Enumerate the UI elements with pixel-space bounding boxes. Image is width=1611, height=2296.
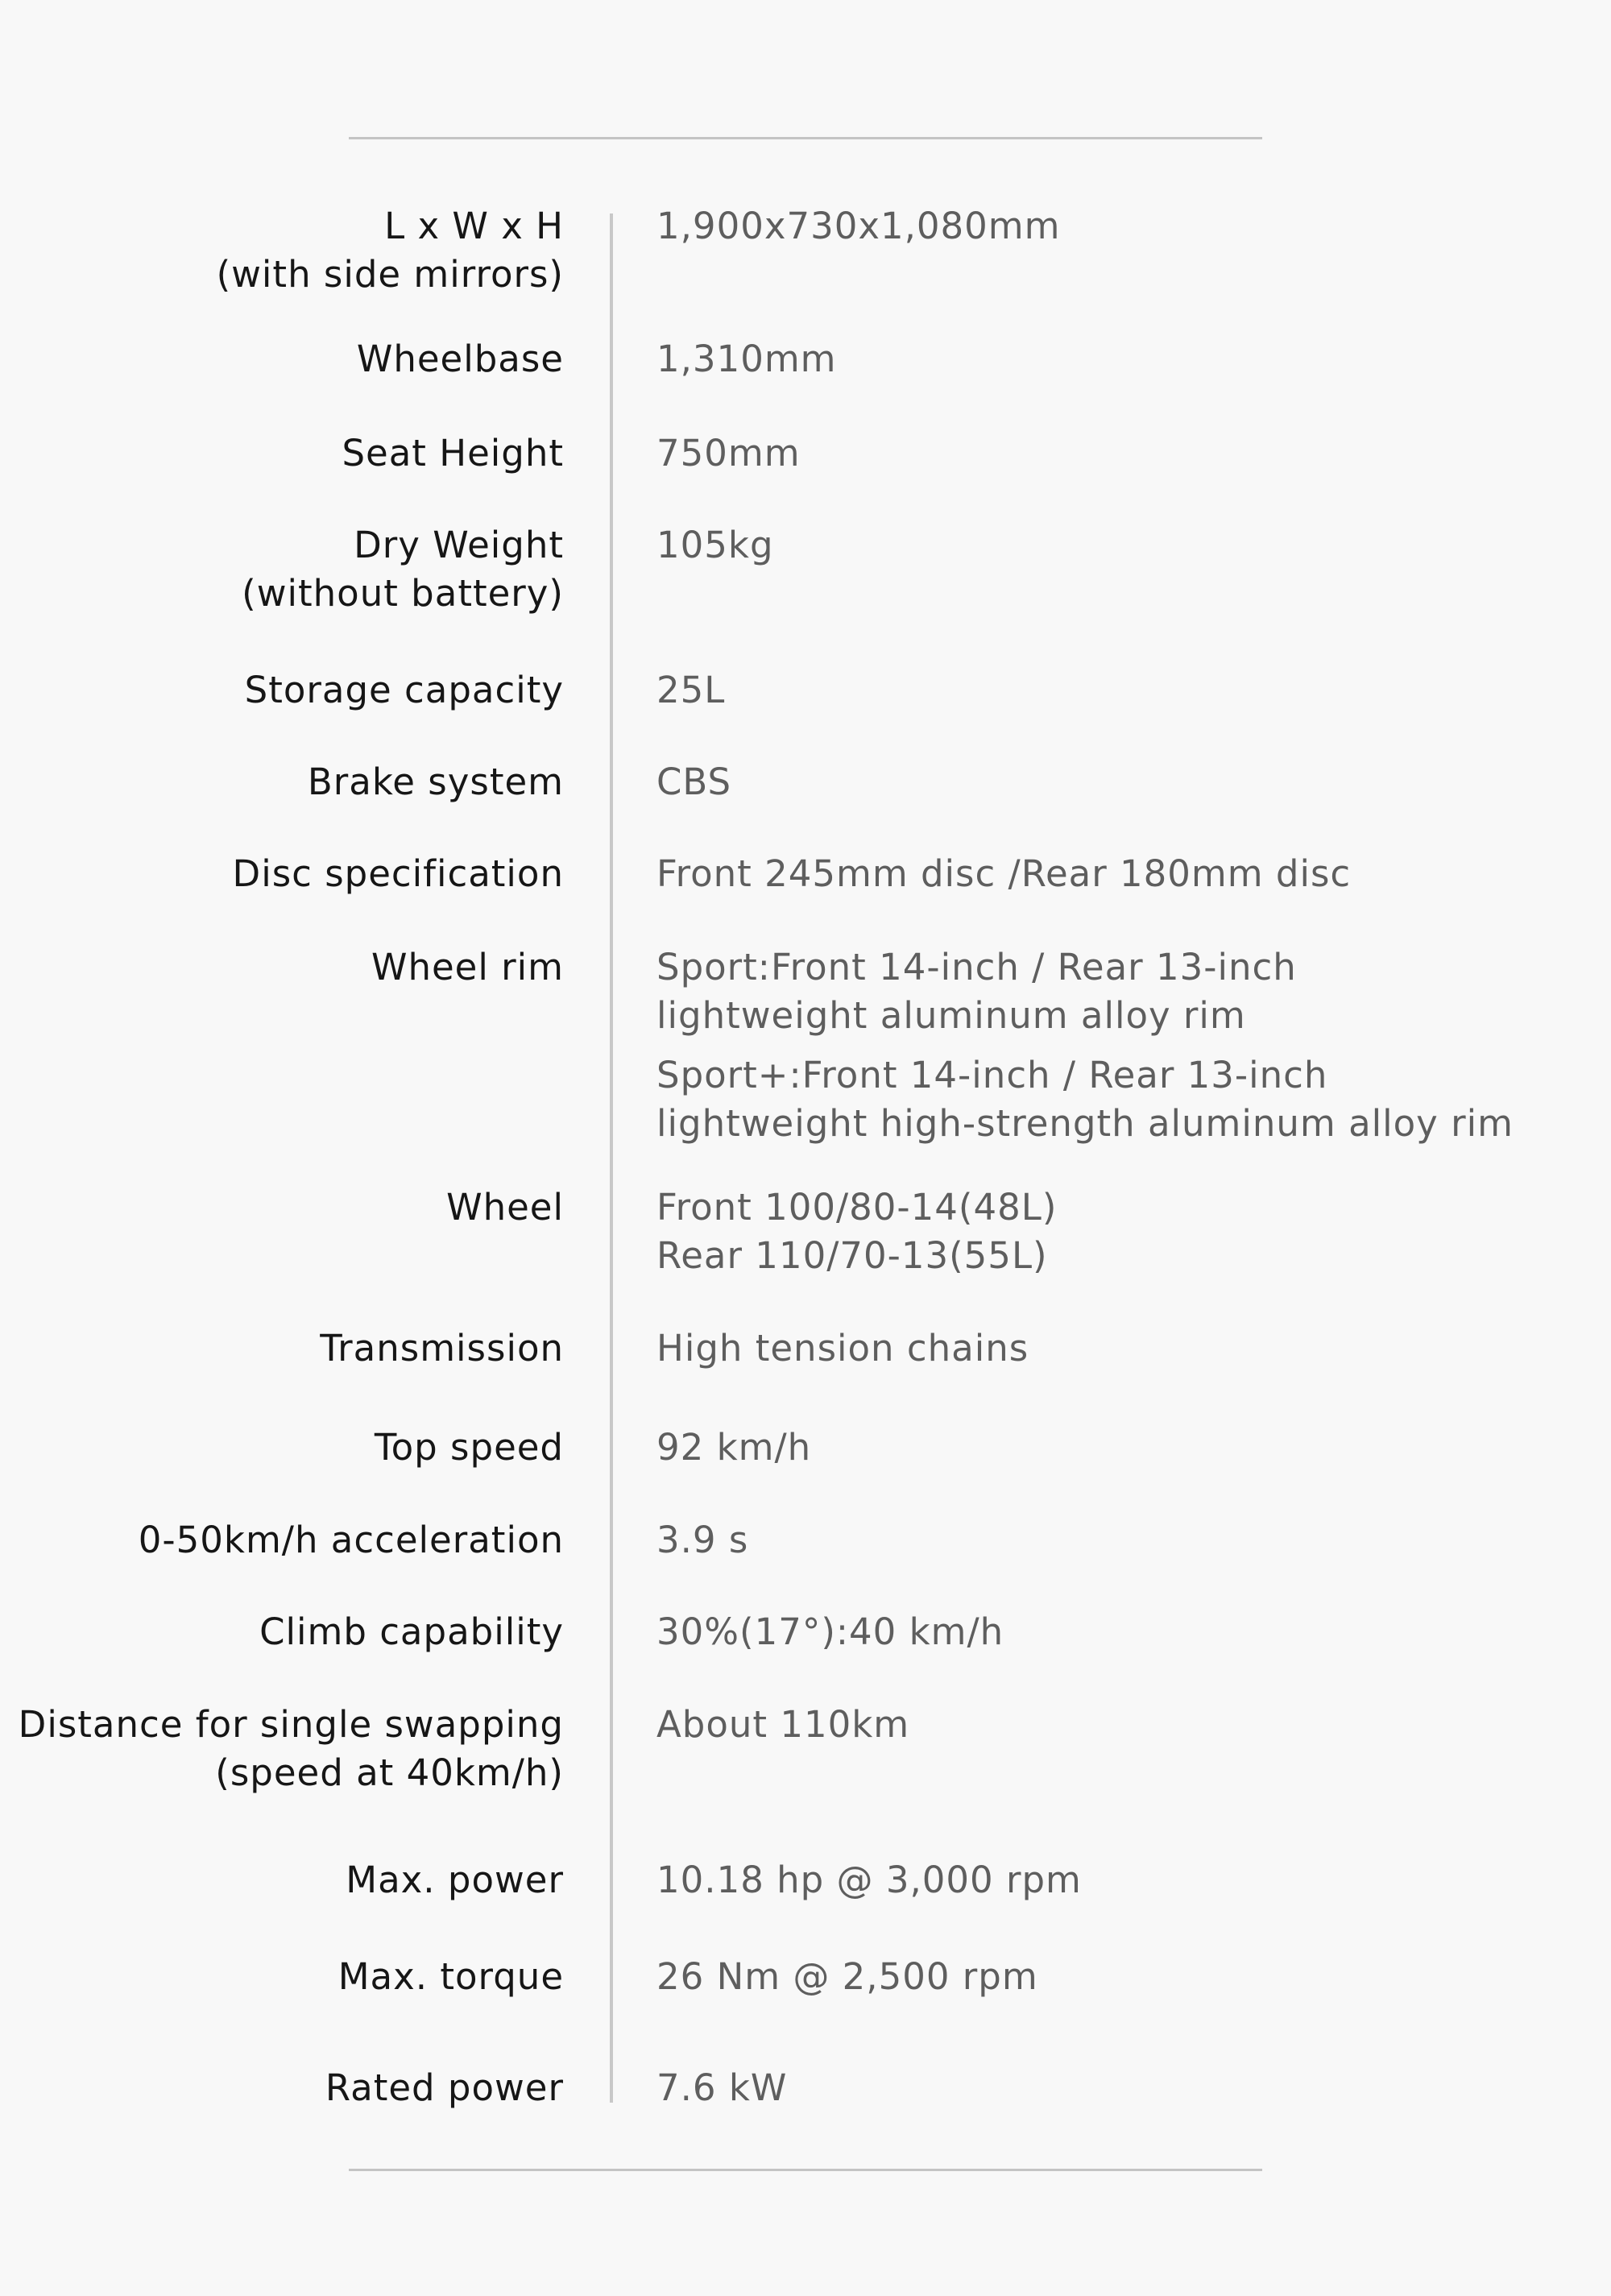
spec-label (242, 521, 564, 618)
spec-value (656, 335, 837, 383)
spec-label-line: (speed at 40km/h) (215, 1751, 564, 1794)
spec-label-line: Wheelbase (356, 338, 564, 380)
spec-value (656, 850, 1351, 898)
spec-value-line: Front 100/80-14(48L) (656, 1186, 1058, 1229)
spec-label (19, 1701, 564, 1797)
spec-label (217, 202, 564, 299)
spec-value-line: 105kg (656, 524, 774, 566)
spec-label (320, 1324, 564, 1373)
spec-label-line: Max. power (346, 1859, 564, 1901)
spec-label-line: (with side mirrors) (216, 253, 564, 296)
spec-value (656, 1608, 1004, 1656)
spec-value (656, 202, 1060, 251)
spec-label (346, 1856, 564, 1904)
spec-value-line: 3.9 s (656, 1519, 749, 1561)
spec-value-line: 30%(17°):40 km/h (656, 1610, 1004, 1653)
spec-value-line: lightweight aluminum alloy rim (656, 994, 1246, 1037)
spec-label-line: Wheel (446, 1186, 564, 1229)
spec-label-line: Seat Height (342, 432, 564, 475)
spec-value-line: 26 Nm @ 2,500 rpm (656, 1955, 1038, 1998)
spec-label-line: (without battery) (242, 572, 564, 615)
spec-label-line: Climb capability (259, 1610, 564, 1653)
spec-label (357, 335, 564, 383)
spec-label-line: Brake system (307, 760, 564, 803)
spec-label-line: Distance for single swapping (18, 1703, 564, 1746)
spec-value (656, 1324, 1029, 1373)
spec-value-line: lightweight high-strength aluminum alloy rim (656, 1102, 1514, 1145)
spec-value (656, 521, 774, 570)
spec-label-line: 0-50km/h acceleration (138, 1519, 564, 1561)
spec-label (139, 1516, 564, 1565)
spec-value (656, 758, 731, 806)
spec-label-line: L x W x H (384, 205, 564, 247)
spec-value (656, 1183, 1057, 1280)
spec-label (446, 1183, 564, 1232)
spec-label (338, 1953, 564, 2001)
spec-label (325, 2064, 564, 2112)
spec-value-line: 1,310mm (656, 338, 837, 380)
spec-value (656, 429, 801, 478)
spec-label (259, 1608, 564, 1656)
spec-label-line: Disc specification (232, 852, 564, 895)
spec-label (245, 666, 564, 715)
spec-value (656, 1953, 1038, 2001)
spec-label-line: Top speed (374, 1426, 564, 1469)
bottom-divider (349, 2169, 1262, 2171)
spec-value (656, 2064, 787, 2112)
spec-value-line: 92 km/h (656, 1426, 812, 1469)
spec-value-line: 25L (656, 669, 726, 711)
spec-value (656, 1516, 748, 1565)
spec-label (375, 1424, 564, 1472)
spec-label-line: Transmission (320, 1327, 564, 1370)
spec-value (656, 943, 1514, 1148)
spec-value (656, 1701, 909, 1749)
spec-value-line: 10.18 hp @ 3,000 rpm (656, 1859, 1082, 1901)
spec-label-line: Rated power (325, 2066, 564, 2109)
spec-value-line: Rear 110/70-13(55L) (656, 1234, 1048, 1277)
spec-value-line: High tension chains (656, 1327, 1029, 1370)
column-divider (610, 213, 613, 2103)
spec-label (308, 758, 564, 806)
spec-value (656, 1424, 811, 1472)
spec-label-line: Dry Weight (354, 524, 564, 566)
spec-label-line: Storage capacity (244, 669, 564, 711)
spec-value-line: About 110km (656, 1703, 910, 1746)
top-divider (349, 137, 1262, 139)
spec-value (656, 666, 725, 715)
spec-value-line: 7.6 kW (656, 2066, 788, 2109)
spec-value (656, 1856, 1082, 1904)
spec-value-line: 1,900x730x1,080mm (656, 205, 1061, 247)
spec-label (342, 429, 564, 478)
spec-label-line: Wheel rim (371, 946, 564, 988)
spec-value-line: Front 245mm disc /Rear 180mm disc (656, 852, 1352, 895)
spec-label (233, 850, 564, 898)
spec-value-line: Sport+:Front 14-inch / Rear 13-inch (656, 1054, 1328, 1096)
spec-value-line: CBS (656, 760, 732, 803)
spec-value-line: 750mm (656, 432, 801, 475)
spec-value-line: Sport:Front 14-inch / Rear 13-inch (656, 946, 1297, 988)
spec-label-line: Max. torque (338, 1955, 564, 1998)
spec-label (371, 943, 564, 992)
